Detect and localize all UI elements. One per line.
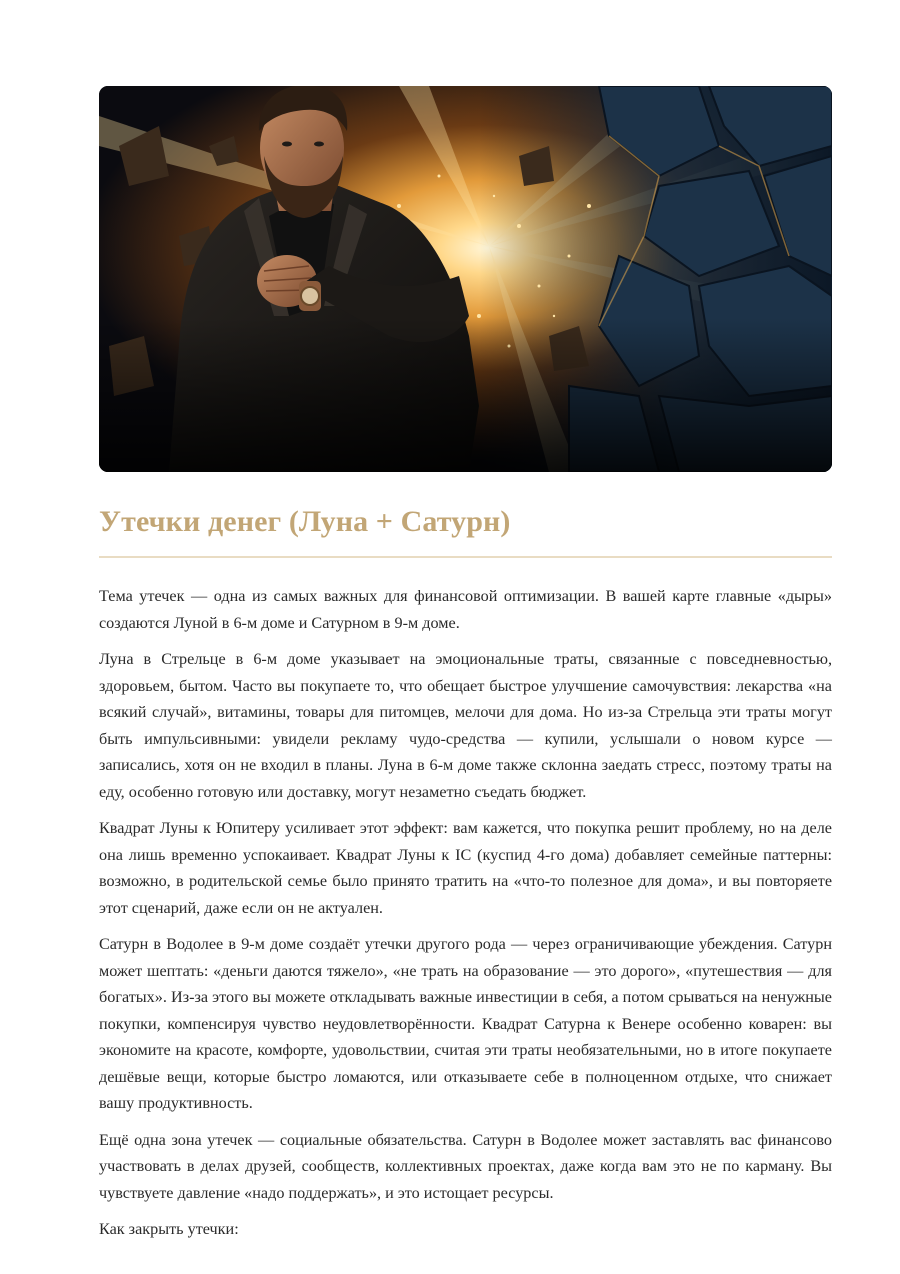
paragraph: Ещё одна зона утечек — социальные обязательства. Сатурн в Водолее может заставлять вас финансово участвовать в делах друзей, сообществ, коллективных проектах, даже когда вам это не по карману. Вы чувствуете давление «надо поддержать», и это истощает ресурсы. [99,1130,832,1202]
page-title: Утечки денег (Луна + Сатурн) [99,505,511,538]
paragraph: Квадрат Луны к Юпитеру усиливает этот эффект: вам кажется, что покупка решит проблему, но на деле она лишь временно успокаивает. Квадрат Луны к IC (куспид 4-го дома) добавляет семейные паттерны: возможно, в родительской семье было принято тратить на «что-то полезное для дома», и вы повторяете этот сценарий, даже если он не актуален. [99,819,832,917]
paragraph: Луна в Стрельце в 6-м доме указывает на эмоциональные траты, связанные с повседневностью, здоровьем, бытом. Часто вы покупаете то, что обещает быстрое улучшение самочувствия: лекарства «на всякий случай», витамины, товары для питомцев, мелочи для дома. Но из-за Стрельца эти траты могут быть импульсивными: увидели рекламу чудо-средства — купили, услышали о новом курсе — записались, хотя он не входил в планы. Луна в 6-м доме также склонна заедать стресс, поэтому траты на еду, особенно готовую или доставку, могут незаметно съедать бюджет. [99,650,832,801]
article-body [99,583,832,1243]
hero-image [99,86,832,472]
paragraph: Сатурн в Водолее в 9-м доме создаёт утечки другого рода — через ограничивающие убеждения. Сатурн может шептать: «деньги даются тяжело», «не трать на образование — это дорого», «путешествия — для богатых». Из-за этого вы можете откладывать важные инвестиции в себя, а потом срываться на ненужные покупки, компенсируя чувство неудовлетворённости. Квадрат Сатурна к Венере особенно коварен: вы экономите на красоте, комфорте, удовольствии, считая эти траты необязательными, но в итоге покупаете дешёвые вещи, которые быстро ломаются, или отказываете себе в полноценном отдыхе, что снижает вашу продуктивность. [99,935,832,1112]
paragraph: Как закрыть утечки: [99,1220,239,1238]
hero-illustration [99,86,832,472]
article [99,86,832,1253]
title-divider [99,556,832,558]
paragraph: Тема утечек — одна из самых важных для финансовой оптимизации. В вашей карте главные «дыры» создаются Луной в 6-м доме и Сатурном в 9-м доме. [99,587,832,632]
